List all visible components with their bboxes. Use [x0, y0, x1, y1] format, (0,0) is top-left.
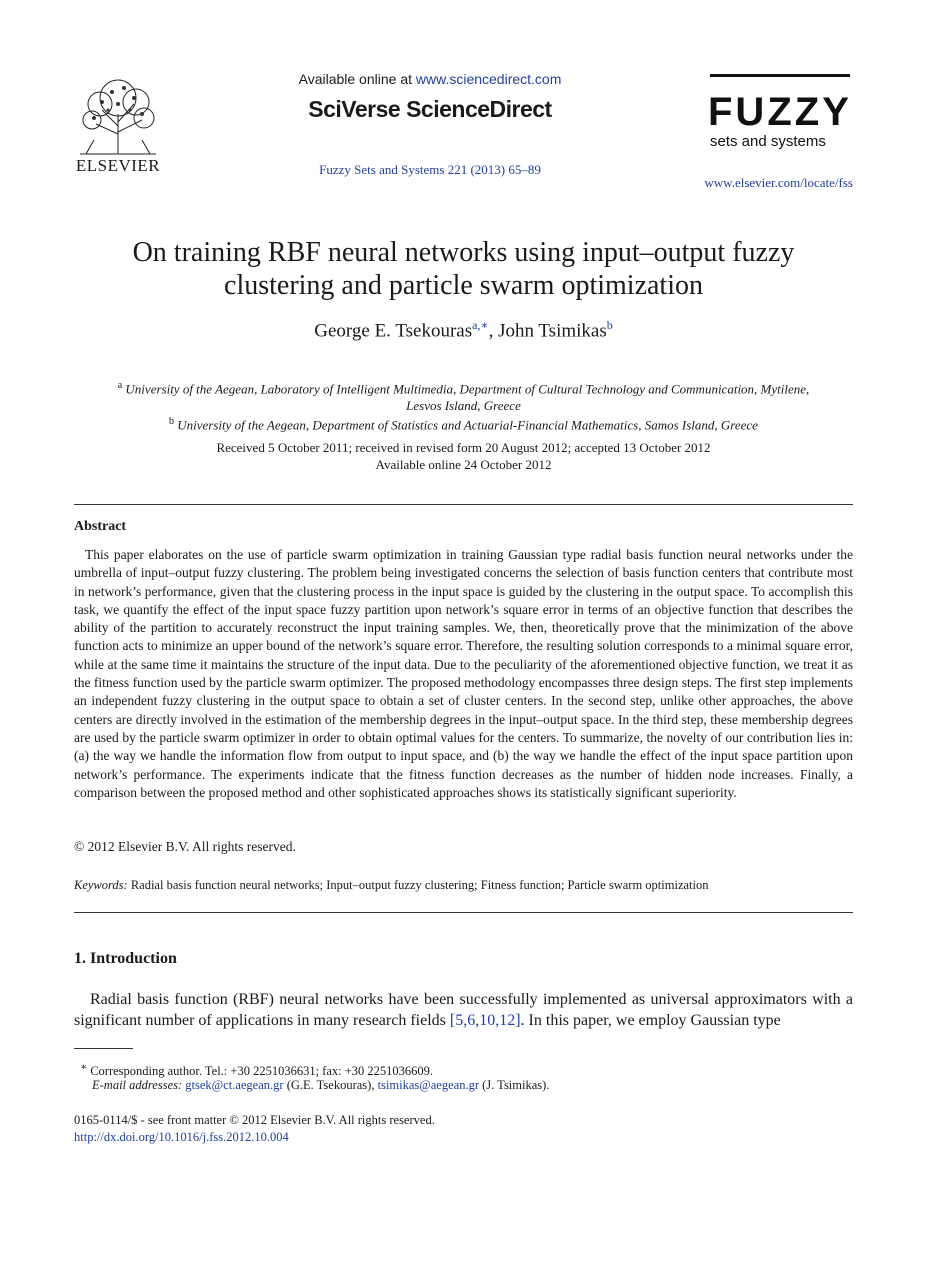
title-line-2: clustering and particle swarm optimization: [224, 270, 703, 301]
footnote-mark: ∗: [80, 1062, 88, 1073]
journal-url-link[interactable]: www.elsevier.com/locate/fss: [704, 175, 853, 190]
journal-logo: FUZZY: [708, 90, 852, 134]
title-line-1: On training RBF neural networks using input–output fuzzy: [132, 237, 795, 268]
intro-text-start: Radial basis function (RBF) neural networks have been successfully implemented as universal approximators with a significant number of applications in many research fields: [74, 991, 853, 1029]
received-dates: Received 5 October 2011; received in revised form 20 August 2012; accepted 13 October 2012: [216, 440, 711, 455]
journal-logo-subtitle: sets and systems: [710, 133, 826, 150]
available-online: [270, 71, 590, 87]
keywords-text: Radial basis function neural networks; Input–output fuzzy clustering; Fitness function; Particle swarm optimization: [127, 878, 709, 892]
divider-top: [74, 504, 853, 505]
keywords: [74, 878, 853, 893]
author-1-marks[interactable]: a,∗: [472, 318, 489, 332]
email-1-name: (G.E. Tsekouras),: [283, 1078, 378, 1092]
divider-bottom: [74, 912, 853, 913]
journal-logo-rules: [710, 74, 850, 82]
keywords-label: Keywords:: [74, 878, 128, 892]
tree-icon: [72, 74, 164, 156]
front-matter: 0165-0114/$ - see front matter © 2012 Elsevier B.V. All rights reserved.: [74, 1113, 435, 1127]
available-prefix: Available online at: [298, 71, 416, 87]
email-2-name: (J. Tsimikas).: [479, 1078, 550, 1092]
author-1: George E. Tsekouras: [314, 320, 473, 342]
doi-link[interactable]: http://dx.doi.org/10.1016/j.fss.2012.10.004: [74, 1130, 289, 1144]
affiliation-a-mark: a: [117, 380, 123, 391]
footnote-rule: [74, 1048, 133, 1049]
publisher-name: ELSEVIER: [75, 156, 161, 175]
affiliations: [74, 378, 853, 434]
article-history: [74, 439, 853, 473]
citation-link[interactable]: [5,6,10,12]: [449, 1012, 521, 1029]
introduction-paragraph: [74, 989, 853, 1031]
affiliation-b-text: University of the Aegean, Department of Statistics and Actuarial-Financial Mathematics, Samos Island, Greece: [177, 417, 758, 433]
abstract-heading: Abstract: [74, 519, 127, 534]
article-title: [74, 236, 853, 302]
author-2-mark[interactable]: b: [606, 318, 613, 332]
intro-text-end: . In this paper, we employ Gaussian type: [520, 1012, 781, 1029]
author-list: [74, 318, 853, 342]
footnote-corresponding: [80, 1061, 433, 1079]
footnote-emails: [92, 1078, 549, 1093]
email-label: E-mail addresses:: [92, 1078, 183, 1092]
sciencedirect-link[interactable]: www.sciencedirect.com: [415, 71, 562, 87]
email-link-1[interactable]: gtsek@ct.aegean.gr: [185, 1078, 284, 1092]
affiliation-a: [74, 378, 853, 398]
email-link-2[interactable]: tsimikas@aegean.gr: [377, 1078, 479, 1092]
available-date: Available online 24 October 2012: [375, 457, 552, 472]
author-2: John Tsimikas: [498, 320, 607, 342]
affiliation-b: [74, 414, 853, 434]
author-separator: ,: [488, 320, 499, 342]
section-heading-introduction: 1. Introduction: [74, 950, 177, 967]
journal-reference[interactable]: Fuzzy Sets and Systems 221 (2013) 65–89: [319, 162, 541, 177]
affiliation-a-line-1: University of the Aegean, Laboratory of Intelligent Multimedia, Department of Cultural Technology and Communication, Mytilene,: [125, 381, 810, 397]
abstract-text: This paper elaborates on the use of particle swarm optimization in training Gaussian type radial basis function neural networks under the umbrella of input–output fuzzy clustering. The problem being investigated concerns the selection of basis function centers that contribute most in network’s performance, given that the clustering process in the input space is guided by the clustering in the output space. To accomplish this task, we quantify the effect of the input space fuzzy partition upon network’s square error in terms of an objective function that describes the ability of the partition to accurately reconstruct the input training samples. We, then, theoretically prove that the minimization of the above function acts to minimize an upper bound of the network’s square error. Therefore, the resulting solution corresponds to a minimal square error, while at the same time it maintains the structure of the input data. Due to the peculiarity of the aforementioned objective function, we treat it as the fitness function used by the particle swarm optimizer. The proposed methodology encompasses three design steps. The first step implements an independent fuzzy clustering in the output space to obtain a set of cluster centers. In the second step, unlike other approaches, the above centers are directly involved in the estimation of the membership degrees in the input–output space. In the third step, these membership degrees are used by the particle swarm optimizer in order to obtain optimal values for the centers. To summarize, the novelty of our contribution lies in: (a) the way we handle the information flow from output to input space, and (b) the way we handle the effect of the input space partition upon network’s performance. The experiments indicate that the fitness function decreases as the number of hidden node increases. Finally, a comparison between the proposed method and other sophisticated approaches shows its statistically significant superiority.: [74, 547, 853, 800]
abstract-copyright: © 2012 Elsevier B.V. All rights reserved.: [74, 839, 296, 854]
footnote-corresponding-text: Corresponding author. Tel.: +30 2251036631; fax: +30 2251036609.: [87, 1064, 434, 1079]
affiliation-b-mark: b: [169, 416, 175, 428]
affiliation-a-line-2: Lesvos Island, Greece: [406, 397, 521, 413]
platform-name: SciVerse ScienceDirect: [308, 96, 552, 122]
